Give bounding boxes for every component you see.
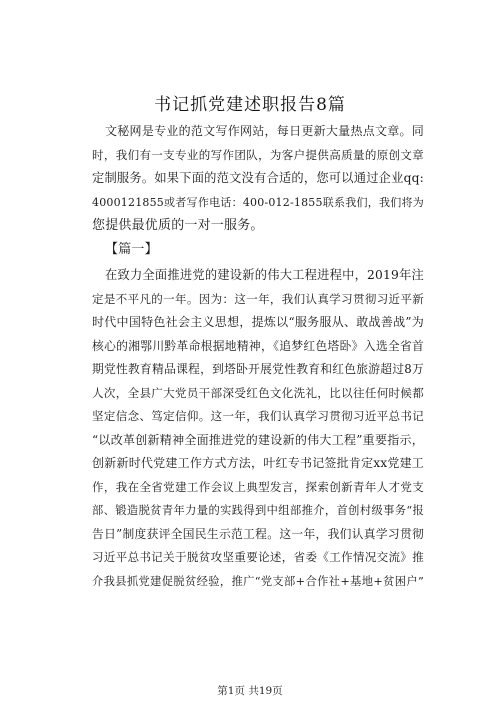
intro-line: 4000121855或者写作电话：400-012-1855联系我们，我们将为 — [92, 195, 424, 209]
paragraph-line: 介我县抓党建促脱贫经验，推广“党支部+合作社+基地+贫困户” — [92, 574, 424, 588]
document-title: 书记抓党建述职报告8篇 — [154, 95, 346, 115]
paragraph-line: “以改革创新精神全面推进党的建设新的伟大工程”重要指示， — [92, 432, 424, 447]
paragraph-line: 坚定信念、笃定信仰。这一年，我们认真学习贯彻习近平总书记 — [92, 409, 424, 423]
paragraph-line: 习近平总书记关于脱贫攻坚重要论述，省委《工作情况交流》推 — [92, 550, 424, 564]
paragraph-line: 部、锻造脱贫青年力量的实践得到中组部推介，首创村级事务“报 — [92, 504, 424, 517]
intro-line: 文秘网是专业的范文写作网站，每日更新大量热点文章。同 — [105, 124, 424, 138]
section-heading — [92, 238, 424, 262]
section-label: 【篇一】 — [105, 242, 158, 257]
paragraph-line: 定是不平凡的一年。因为：这一年，我们认真学习贯彻习近平新 — [92, 291, 424, 306]
paragraph-line: 作，我在全省党建工作会议上典型发言，探索创新青年人才党支 — [92, 479, 424, 494]
intro-line: 时，我们有一支专业的写作团队，为客户提供高质量的原创文章 — [92, 147, 424, 162]
page-number-footer: 第1页 共19页 — [217, 685, 283, 697]
paragraph-line: 核心的湘鄂川黔革命根据地精神，《追梦红色塔卧》入选全省首 — [92, 338, 424, 353]
paragraph-line: 创新新时代党建工作方式方法，叶红专书记签批肯定xx党建工 — [92, 456, 424, 470]
paragraph-line: 时代中国特色社会主义思想，提炼以“服务服从、敢战善战”为 — [92, 315, 424, 329]
intro-line: 定制服务。如果下面的范文没有合适的，您可以通过企业qq: — [92, 171, 424, 185]
paragraph-line: 在致力全面推进党的建设新的伟大工程进程中，2019年注 — [105, 268, 424, 282]
paragraph-line: 告日”制度获评全国民生示范工程。这一年，我们认真学习贯彻 — [92, 526, 424, 541]
paragraph-line: 期党性教育精品课程，到塔卧开展党性教育和红色旅游超过8万 — [92, 362, 424, 376]
body-paragraph — [92, 264, 424, 593]
paragraph-line: 人次，全县广大党员干部深受红色文化洗礼，比以往任何时候都 — [92, 385, 424, 400]
intro-line: 您提供最优质的一对一服务。 — [92, 218, 264, 233]
intro-paragraph — [92, 120, 424, 238]
